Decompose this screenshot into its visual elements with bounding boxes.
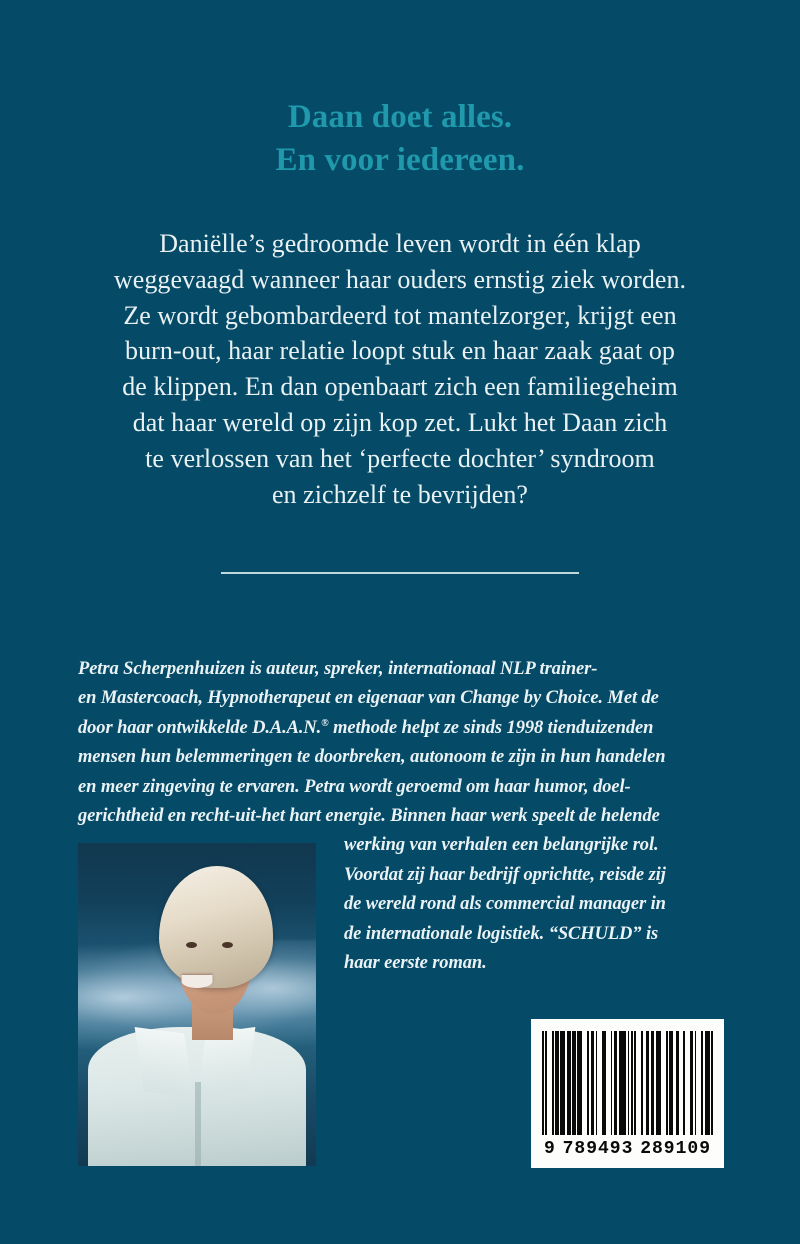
bio-line: werking van verhalen een belangrijke rol.	[344, 835, 659, 856]
blurb-line: weggevaagd wanneer haar ouders ernstig ziek worden.	[113, 264, 687, 294]
blurb-line: Ze wordt gebombardeerd tot mantelzorger, krijgt een	[123, 300, 677, 330]
blurb-line: burn-out, haar relatie loopt stuk en haar zaak gaat op	[125, 336, 675, 366]
bio-line: mensen hun belemmeringen te doorbreken, autonoom te zijn in hun handelen	[78, 747, 666, 768]
bio-line: de wereld rond als commercial manager in	[344, 894, 666, 915]
photo-eye-left	[186, 942, 197, 948]
barcode-digits	[542, 1135, 713, 1159]
bio-line-trademark	[78, 714, 724, 743]
headline-line-2: En voor iedereen.	[275, 142, 525, 178]
bio-line: Petra Scherpenhuizen is auteur, spreker, internationaal NLP trainer-	[78, 659, 598, 679]
blurb-line: en zichzelf te bevrijden?	[271, 479, 529, 509]
registered-trademark-icon: ®	[321, 717, 329, 729]
barcode-digit-group: 289109	[640, 1139, 711, 1159]
page-title	[0, 96, 800, 182]
barcode-digit-group: 9	[544, 1139, 556, 1159]
bio-line: en Mastercoach, Hypnotherapeut en eigenaar van Change by Choice. Met de	[78, 688, 659, 709]
bio-line: en meer zingeving te ervaren. Petra wordt geroemd om haar humor, doel-	[78, 776, 631, 797]
blurb-line: dat haar wereld op zijn kop zet. Lukt het Daan zich	[132, 407, 668, 437]
bio-line: de internationale logistiek. “SCHULD” is	[344, 923, 659, 944]
barcode-bars	[542, 1031, 713, 1135]
photo-smile	[182, 975, 213, 988]
blurb-line: te verlossen van het ‘perfecte dochter’ syndroom	[145, 443, 655, 473]
barcode-digit-group: 789493	[562, 1139, 634, 1159]
bio-line: Voordat zij haar bedrijf oprichtte, reisde zij	[344, 864, 666, 885]
book-blurb	[92, 226, 708, 512]
section-divider	[221, 572, 579, 574]
bio-line: haar eerste roman.	[344, 953, 487, 974]
blurb-line: Daniëlle’s gedroomde leven wordt in één klap	[159, 229, 641, 258]
author-photo	[78, 843, 316, 1166]
blurb-line: de klippen. En dan openbaart zich een familiegeheim	[122, 372, 678, 402]
isbn-barcode	[531, 1019, 724, 1168]
photo-shirt-placket	[195, 1082, 201, 1166]
bio-line: gerichtheid en recht-uit-het hart energie. Binnen haar werk speelt de helende	[78, 806, 660, 827]
bio-line-prefix: door haar ontwikkelde D.A.A.N.	[78, 717, 322, 738]
photo-collar-left	[134, 1027, 192, 1098]
photo-eye-right	[222, 942, 233, 948]
bio-line-suffix: methode helpt ze sinds 1998 tienduizenden	[328, 717, 654, 738]
headline-line-1: Daan doet alles.	[287, 99, 513, 135]
